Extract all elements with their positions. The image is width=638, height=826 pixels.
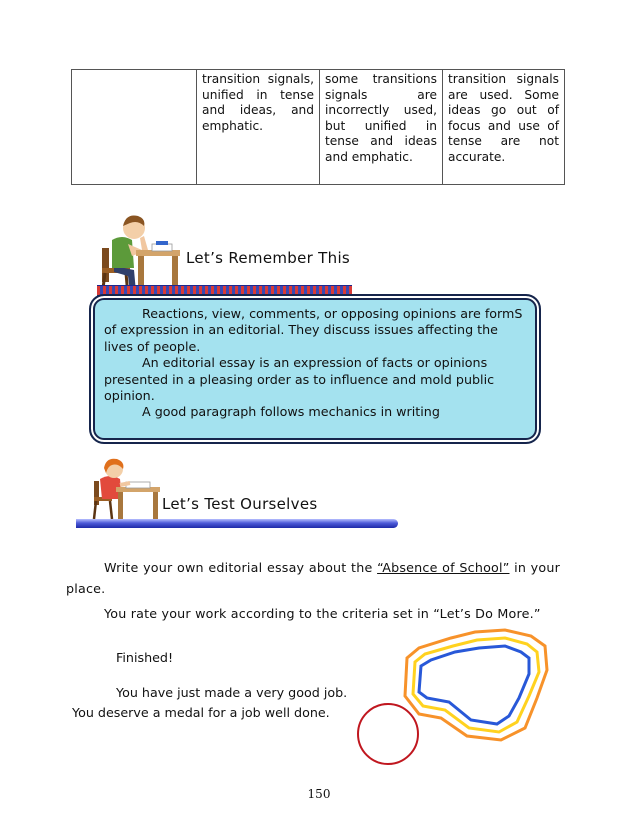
- good-job-text: You have just made a very good job.: [116, 685, 348, 700]
- finished-text: Finished!: [116, 650, 174, 665]
- test-heading: Let’s Test Ourselves: [162, 495, 318, 513]
- remember-paragraph-1: Reactions, view, comments, or opposing opinions are formS of expression in an editorial. They discuss issues affecting the lives of people.: [104, 306, 523, 354]
- table-cell: transition signals are used. Some ideas go out of focus and use of tense are not accurate.: [443, 70, 565, 185]
- table-cell: [72, 70, 197, 185]
- blue-divider: [76, 519, 398, 528]
- text-span: in your place.: [66, 560, 560, 596]
- text-span: You rate your work according to the criteria set in “Let’s Do More.”: [104, 606, 541, 621]
- rubric-table: [71, 69, 565, 185]
- table-cell: some transitions signals are incorrectly used, but unified in tense and ideas and emphatic.: [320, 70, 443, 185]
- remember-paragraph-2: An editorial essay is an expression of facts or opinions presented in a pleasing order as to influence and mold public opinion.: [104, 355, 495, 404]
- remember-paragraph-3: A good paragraph follows mechanics in writing: [142, 404, 440, 420]
- medal-text: You deserve a medal for a job well done.: [72, 705, 330, 720]
- medal-icon: [355, 618, 555, 770]
- table-row: [72, 70, 565, 185]
- text-span: Write your own editorial essay about the: [104, 560, 378, 575]
- page-number: 150: [307, 787, 331, 801]
- table-cell: transition signals, unified in tense and ideas, and emphatic.: [197, 70, 320, 185]
- remember-text: [104, 306, 524, 421]
- test-paragraph-1: [66, 557, 560, 599]
- remember-heading: Let’s Remember This: [186, 249, 351, 267]
- student-writing-icon: [90, 457, 162, 521]
- essay-topic: “Absence of School”: [377, 560, 510, 575]
